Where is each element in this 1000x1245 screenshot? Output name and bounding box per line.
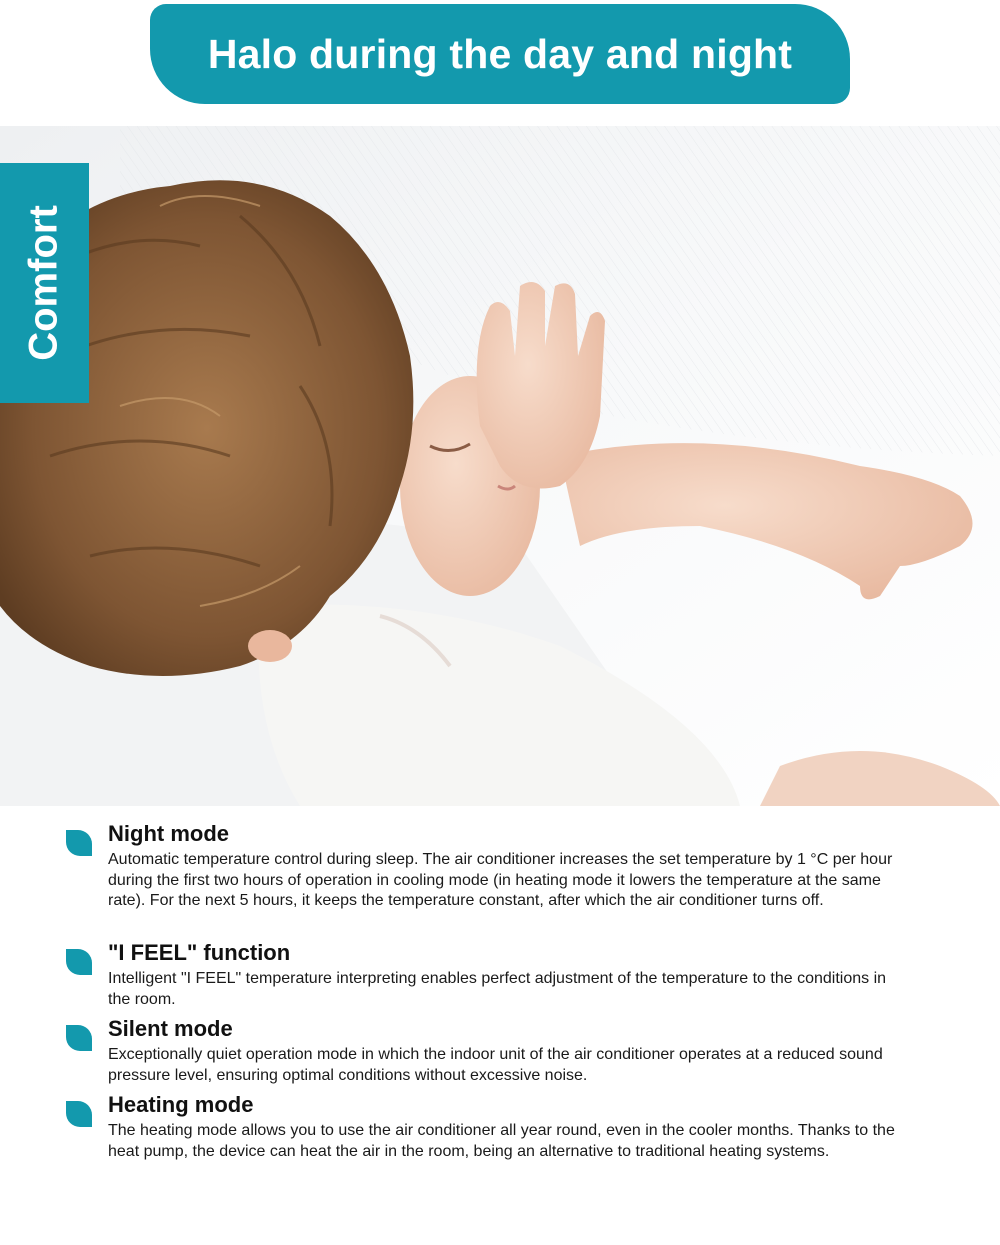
leaf-bullet-icon [66, 949, 92, 975]
leaf-bullet-icon [66, 830, 92, 856]
leaf-bullet-icon [66, 1025, 92, 1051]
feature-title: "I FEEL" function [108, 940, 291, 965]
feature-title: Night mode [108, 821, 229, 846]
feature-description: Exceptionally quiet operation mode in which the indoor unit of the air conditioner operates at a reduced sound pressure level, ensuring optimal conditions without excessive noise. [108, 1046, 883, 1084]
hero-photo [0, 126, 1000, 806]
page-title: Halo during the day and night [207, 30, 793, 77]
title-banner [150, 4, 850, 104]
leaf-bullet-icon [66, 1101, 92, 1127]
feature-description: Intelligent "I FEEL" temperature interpreting enables perfect adjustment of the temperature to the conditions in the room. [108, 970, 887, 1008]
feature-title: Silent mode [108, 1016, 233, 1041]
sleeping-child-illustration [0, 126, 1000, 806]
feature-title: Heating mode [108, 1092, 254, 1117]
section-tab [0, 163, 89, 403]
feature-description: The heating mode allows you to use the air conditioner all year round, even in the cooler months. Thanks to the heat pump, the device can heat the air in the room, being an alternative to traditional heating systems. [108, 1122, 895, 1160]
section-tab-label: Comfort [21, 205, 66, 361]
feature-description: Automatic temperature control during sleep. The air conditioner increases the set temperature by 1 °C per hour during the first two hours of operation in cooling mode (in heating mode it lowers the temperature at the same rate). For the next 5 hours, it keeps the temperature constant, after which the air conditioner turns off. [108, 851, 893, 909]
